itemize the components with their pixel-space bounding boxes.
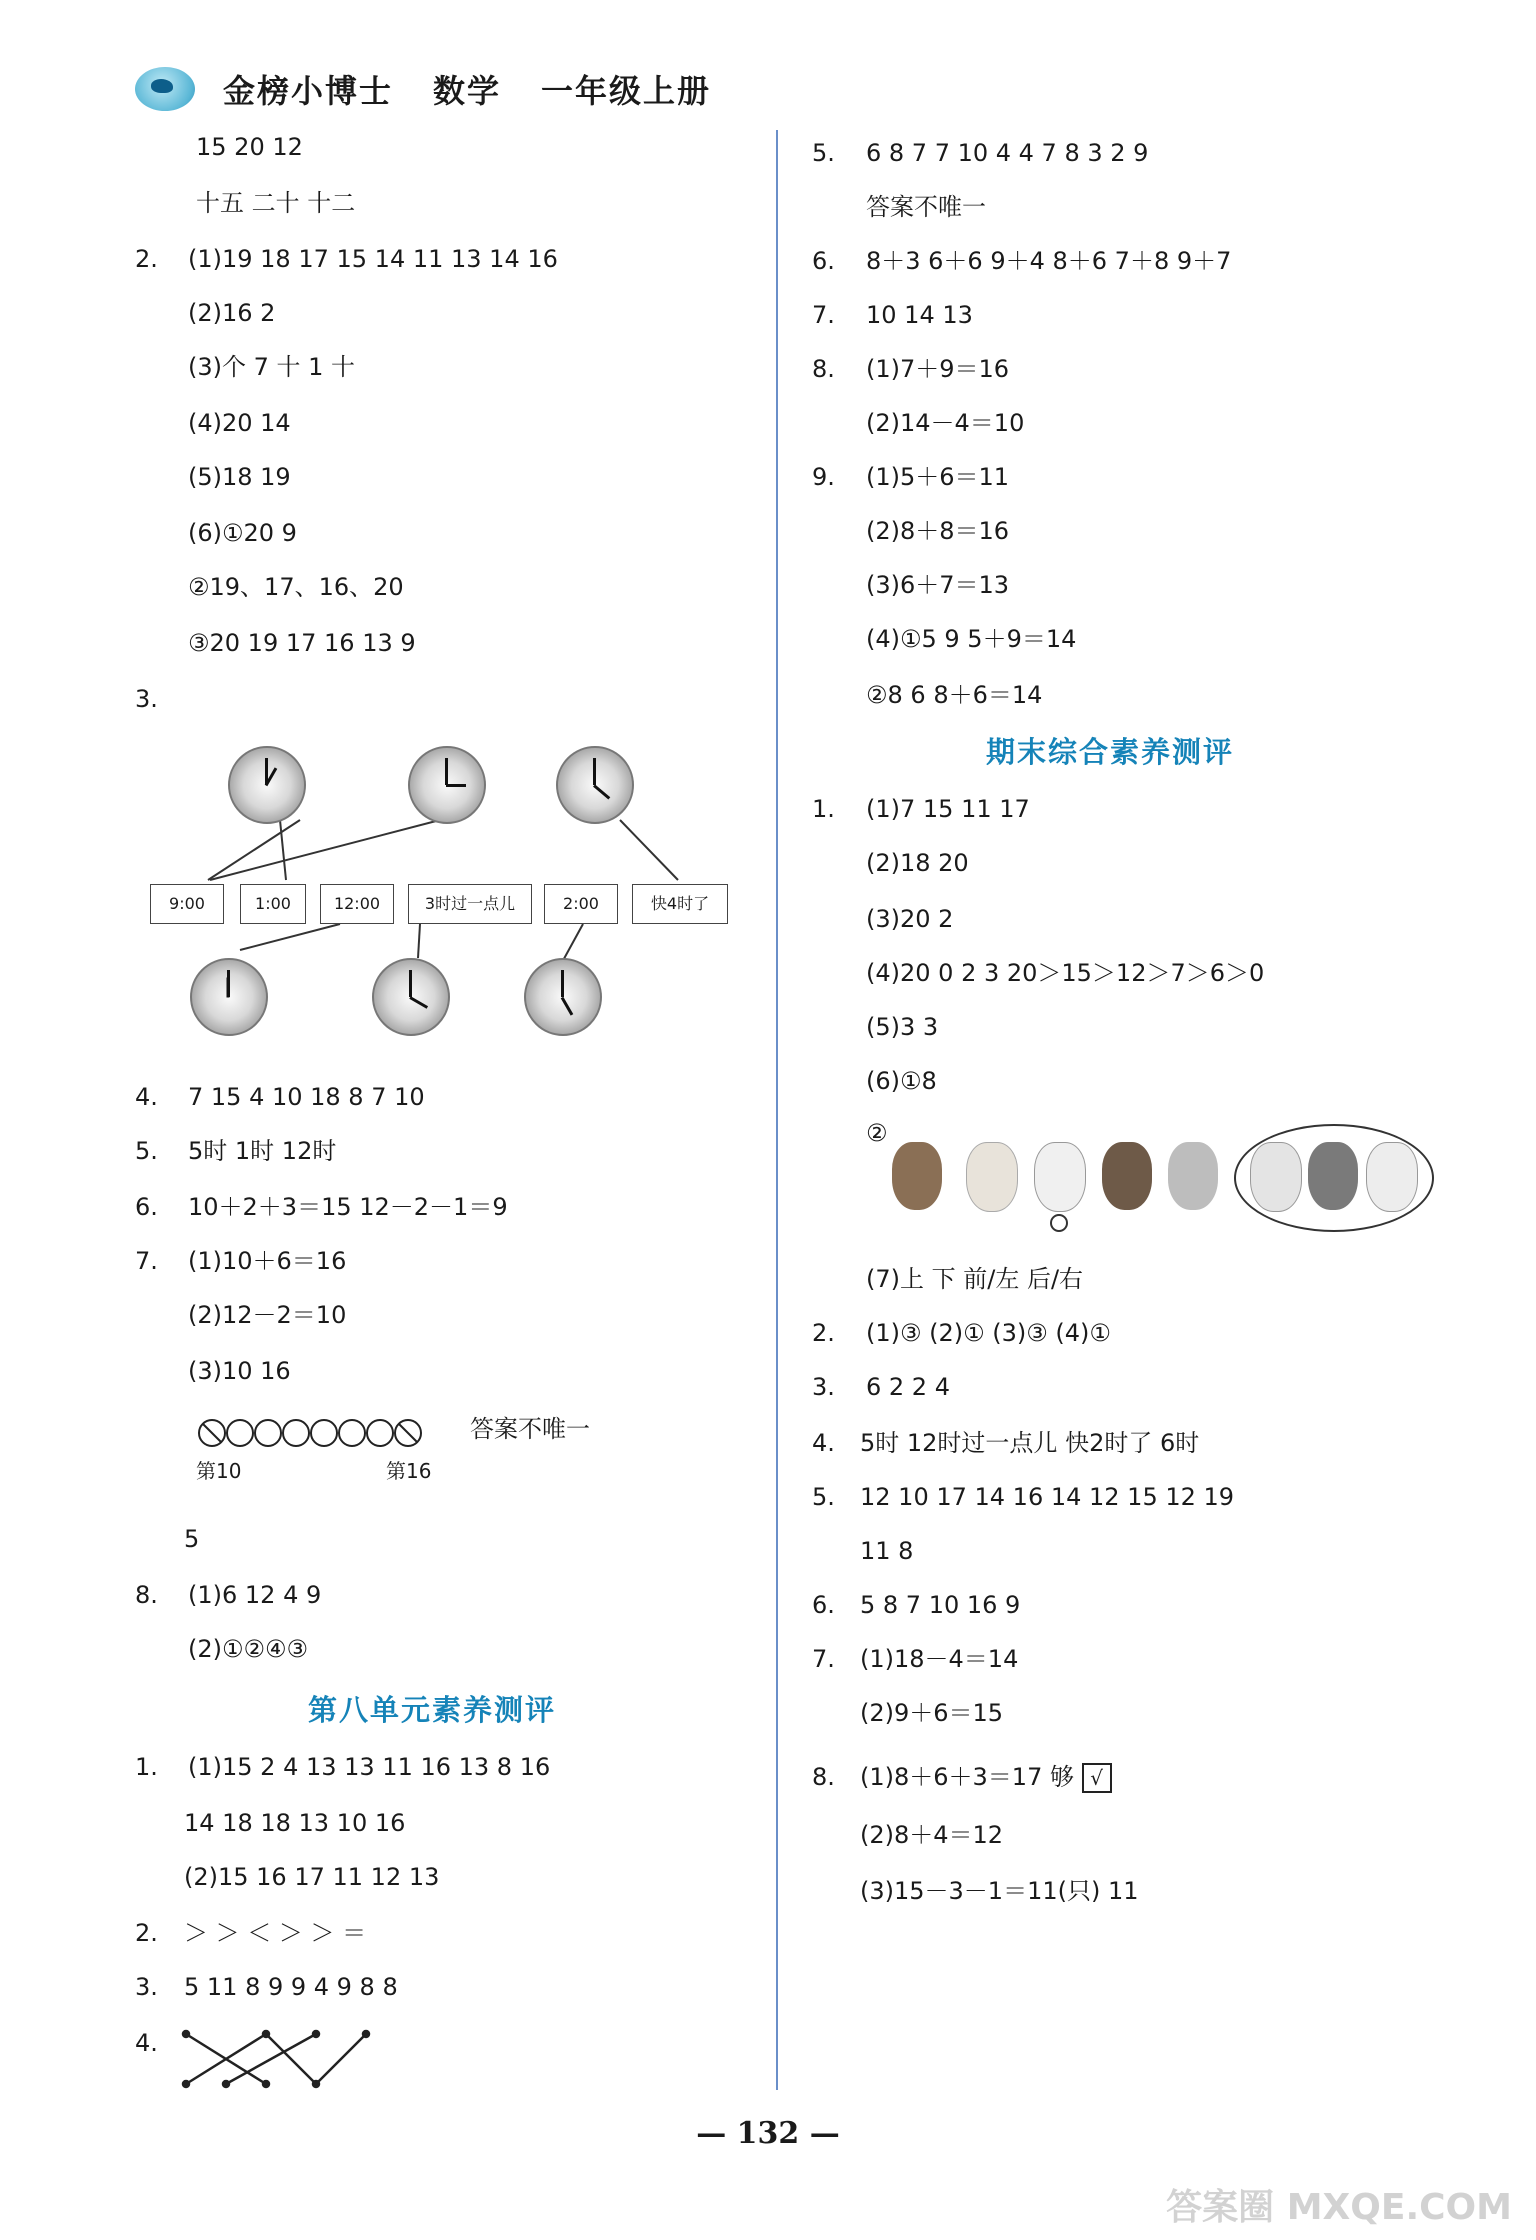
answer-line: (3)10 16: [188, 1357, 291, 1385]
circle-row: [196, 1416, 426, 1450]
answer-line: (2)①②④③: [188, 1635, 309, 1663]
question-number: 4.: [135, 2029, 158, 2057]
time-box: 2:00: [544, 884, 618, 924]
clock-icon: [228, 746, 306, 824]
answer-line: (2)12－2＝10: [188, 1301, 347, 1329]
answer-line: 5: [184, 1525, 200, 1553]
answer-line: (1)15 2 4 13 13 11 16 13 8 16: [188, 1753, 551, 1781]
question-number: 2.: [135, 245, 158, 273]
answer-line: (2)14－4＝10: [866, 409, 1025, 437]
circle-label: 第16: [386, 1459, 432, 1483]
elephant-icon: [1250, 1142, 1302, 1212]
clock-match-lines: [0, 0, 780, 1100]
watermark: 答案圈 MXQE.COM: [1166, 2187, 1512, 2228]
answer-line: ＞ ＞ ＜ ＞ ＞ ＝: [184, 1919, 367, 1947]
question-number: 6.: [812, 247, 835, 275]
grade-name: 一年级上册: [541, 72, 712, 110]
monkey-icon: [892, 1142, 942, 1210]
time-box: 12:00: [320, 884, 394, 924]
clock-icon: [408, 746, 486, 824]
answer-line: 6 2 2 4: [866, 1373, 950, 1401]
question-number: 3.: [135, 685, 158, 713]
question-number: 1.: [812, 795, 835, 823]
answer-line: (1)10＋6＝16: [188, 1247, 347, 1275]
answer-line: 15 20 12: [196, 133, 303, 161]
answer-line: 5时 1时 12时: [188, 1137, 337, 1165]
question-number: 5.: [135, 1137, 158, 1165]
section-title: 第八单元素养测评: [308, 1693, 557, 1727]
time-box: 1:00: [240, 884, 306, 924]
answer-line: (5)3 3: [866, 1013, 939, 1041]
answer-line: 答案不唯一: [866, 193, 986, 221]
line-match-diagram: [176, 2024, 376, 2094]
question-number: 6.: [812, 1591, 835, 1619]
circle-label: 第10: [196, 1459, 242, 1483]
question-number: 7.: [812, 1645, 835, 1673]
question-number: 8.: [135, 1581, 158, 1609]
answer-line: (1)19 18 17 15 14 11 13 14 16: [188, 245, 558, 273]
question-number: 8.: [812, 1763, 835, 1791]
check-mark-icon: √: [1082, 1763, 1112, 1793]
tiger-icon: [1168, 1142, 1218, 1210]
series-name: 金榜小博士: [223, 72, 394, 110]
answer-line: (4)①5 9 5＋9＝14: [866, 625, 1077, 653]
page-number: — 132 —: [696, 2116, 840, 2151]
question-number: 2.: [135, 1919, 158, 1947]
question-number: 5.: [812, 1483, 835, 1511]
answer-line: (2)8＋4＝12: [860, 1821, 1004, 1849]
rabbit-icon: [966, 1142, 1018, 1212]
question-number: 5.: [812, 139, 835, 167]
answer-line: (2)9＋6＝15: [860, 1699, 1004, 1727]
time-box: 3时过一点儿: [408, 884, 532, 924]
answer-line: (1)7 15 11 17: [866, 795, 1030, 823]
answer-line: 6 8 7 7 10 4 4 7 8 3 2 9: [866, 139, 1149, 167]
answer-line: (4)20 14: [188, 409, 291, 437]
clock-icon: [556, 746, 634, 824]
answer-line: (3)15－3－1＝11(只) 11: [860, 1877, 1139, 1905]
answer-text: (1)8＋6＋3＝17 够: [860, 1763, 1074, 1791]
question-number: 3.: [812, 1373, 835, 1401]
answer-line: [860, 1762, 1112, 1793]
answer-line: ③20 19 17 16 13 9: [188, 629, 416, 657]
answer-line: ②19、17、16、20: [188, 573, 404, 601]
answer-line: (1)18－4＝14: [860, 1645, 1019, 1673]
mark-circle: [1050, 1214, 1068, 1232]
question-number: 7.: [135, 1247, 158, 1275]
note-text: 答案不唯一: [470, 1415, 590, 1443]
answer-line: (3)个 7 十 1 十: [188, 353, 356, 381]
answer-line: 5 8 7 10 16 9: [860, 1591, 1021, 1619]
question-number: 4.: [135, 1083, 158, 1111]
answer-line: (1)③ (2)① (3)③ (4)①: [866, 1319, 1111, 1347]
answer-line: 十五 二十 十二: [196, 189, 356, 217]
answer-line: (3)20 2: [866, 905, 954, 933]
answer-line: 8＋3 6＋6 9＋4 8＋6 7＋8 9＋7: [866, 247, 1232, 275]
clock-icon: [372, 958, 450, 1036]
question-number: 1.: [135, 1753, 158, 1781]
answer-line: (7)上 下 前/左 后/右: [866, 1265, 1084, 1293]
answer-line: (2)18 20: [866, 849, 969, 877]
clock-icon: [524, 958, 602, 1036]
answer-line: (4)20 0 2 3 20＞15＞12＞7＞6＞0: [866, 959, 1265, 987]
chicken-icon: [1308, 1142, 1358, 1210]
answer-line: (2)15 16 17 11 12 13: [184, 1863, 440, 1891]
answer-line: 12 10 17 14 16 14 12 15 12 19: [860, 1483, 1235, 1511]
answer-line: ②8 6 8＋6＝14: [866, 681, 1043, 709]
answer-line: 5 11 8 9 9 4 9 8 8: [184, 1973, 398, 2001]
answer-line: (1)6 12 4 9: [188, 1581, 322, 1609]
section-title: 期末综合素养测评: [986, 735, 1235, 769]
clock-icon: [190, 958, 268, 1036]
answer-line: 10＋2＋3＝15 12－2－1＝9: [188, 1193, 508, 1221]
answer-line: (6)①8: [866, 1067, 937, 1095]
answer-line: 7 15 4 10 18 8 7 10: [188, 1083, 425, 1111]
question-number: 3.: [135, 1973, 158, 2001]
answer-line: 10 14 13: [866, 301, 973, 329]
answer-line: (2)16 2: [188, 299, 276, 327]
question-number: 7.: [812, 301, 835, 329]
answer-line: (1)5＋6＝11: [866, 463, 1010, 491]
question-number: 4.: [812, 1429, 835, 1457]
question-number: 2.: [812, 1319, 835, 1347]
subject-name: 数学: [433, 72, 502, 110]
dog-icon: [1034, 1142, 1086, 1212]
time-box: 9:00: [150, 884, 224, 924]
duck-icon: [1366, 1142, 1418, 1212]
answer-line: (3)6＋7＝13: [866, 571, 1010, 599]
question-number: 9.: [812, 463, 835, 491]
answer-line: (6)①20 9: [188, 519, 297, 547]
question-number: 8.: [812, 355, 835, 383]
answer-line: 14 18 18 13 10 16: [184, 1809, 406, 1837]
answer-line: ②: [866, 1119, 888, 1147]
answer-line: (5)18 19: [188, 463, 291, 491]
answer-line: 5时 12时过一点儿 快2时了 6时: [860, 1429, 1200, 1457]
time-box: 快4时了: [632, 884, 728, 924]
answer-line: (2)8＋8＝16: [866, 517, 1010, 545]
question-number: 6.: [135, 1193, 158, 1221]
answer-line: (1)7＋9＝16: [866, 355, 1010, 383]
answer-line: 11 8: [860, 1537, 914, 1565]
bear-icon: [1102, 1142, 1152, 1210]
